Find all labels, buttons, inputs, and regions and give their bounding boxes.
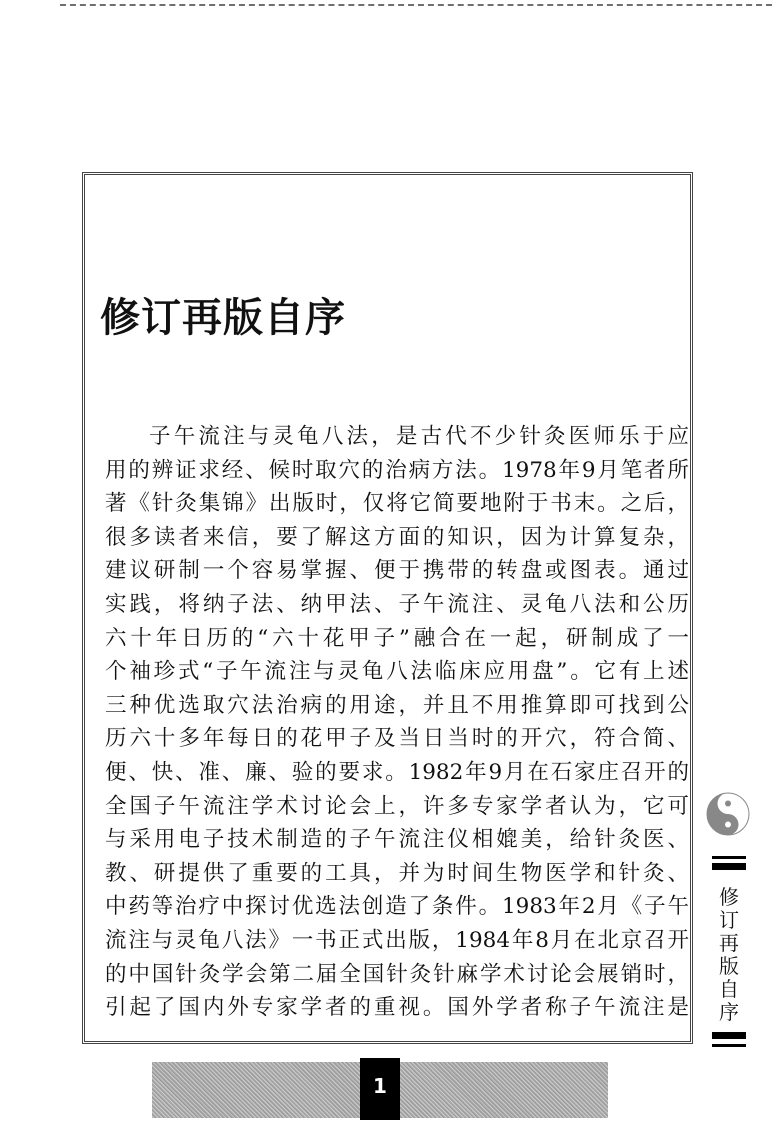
page-number: 1 — [360, 1058, 400, 1120]
side-label-char: 序 — [719, 1000, 739, 1024]
side-label-char: 自 — [719, 977, 739, 1001]
side-label-char: 再 — [719, 931, 739, 955]
text-line: 与采用电子技术制造的子午流注仪相媲美，给针灸医、 — [105, 827, 689, 853]
text-line: 的中国针灸学会第二届全国针灸针麻学术讨论会展销时， — [105, 961, 689, 987]
side-chapter-label — [716, 886, 742, 1024]
text-line: 子午流注与灵龟八法，是古代不少针灸医师乐于应 — [149, 424, 689, 449]
text-line: 个袖珍式“子午流注与灵龟八法临床应用盘”。它有上述 — [105, 659, 689, 685]
side-divider — [712, 856, 746, 859]
text-line: 历六十多年每日的花甲子及当日当时的开穴，符合简、 — [105, 726, 689, 752]
text-line: 教、研提供了重要的工具，并为时间生物医学和针灸、 — [105, 860, 689, 886]
text-line: 建议研制一个容易掌握、便于携带的转盘或图表。通过 — [105, 558, 689, 584]
text-line: 实践，将纳子法、纳甲法、子午流注、灵龟八法和公历 — [105, 591, 689, 617]
side-divider — [712, 1032, 746, 1039]
text-line: 流注与灵龟八法》一书正式出版，1984年8月在北京召开 — [105, 927, 689, 953]
side-label-char: 修 — [719, 885, 739, 909]
side-divider — [712, 863, 746, 870]
text-line: 引起了国内外专家学者的重视。国外学者称子午流注是 — [105, 995, 689, 1021]
text-line: 三种优选取穴法治病的用途，并且不用推算即可找到公 — [105, 692, 689, 718]
text-line: 便、快、准、廉、验的要求。1982年9月在石家庄召开的 — [105, 759, 689, 785]
side-label-char: 订 — [719, 908, 739, 932]
side-label-char: 版 — [719, 954, 739, 978]
text-line: 著《针灸集锦》出版时，仅将它简要地附于书末。之后， — [105, 491, 689, 517]
text-line: 全国子午流注学术讨论会上，许多专家学者认为，它可 — [105, 793, 689, 819]
text-line: 六十年日历的“六十花甲子”融合在一起，研制成了一 — [105, 625, 689, 651]
text-line: 很多读者来信，要了解这方面的知识，因为计算复杂， — [105, 524, 689, 550]
text-line: 中药等治疗中探讨优选法创造了条件。1983年2月《子午 — [105, 894, 689, 920]
page-title: 修订再版自序 — [100, 295, 346, 341]
yin-yang-icon — [706, 792, 750, 836]
side-divider — [712, 1044, 746, 1047]
scan-top-edge-line — [60, 4, 772, 6]
text-line: 用的辨证求经、候时取穴的治病方法。1978年9月笔者所 — [105, 457, 689, 483]
body-text — [105, 420, 689, 1025]
